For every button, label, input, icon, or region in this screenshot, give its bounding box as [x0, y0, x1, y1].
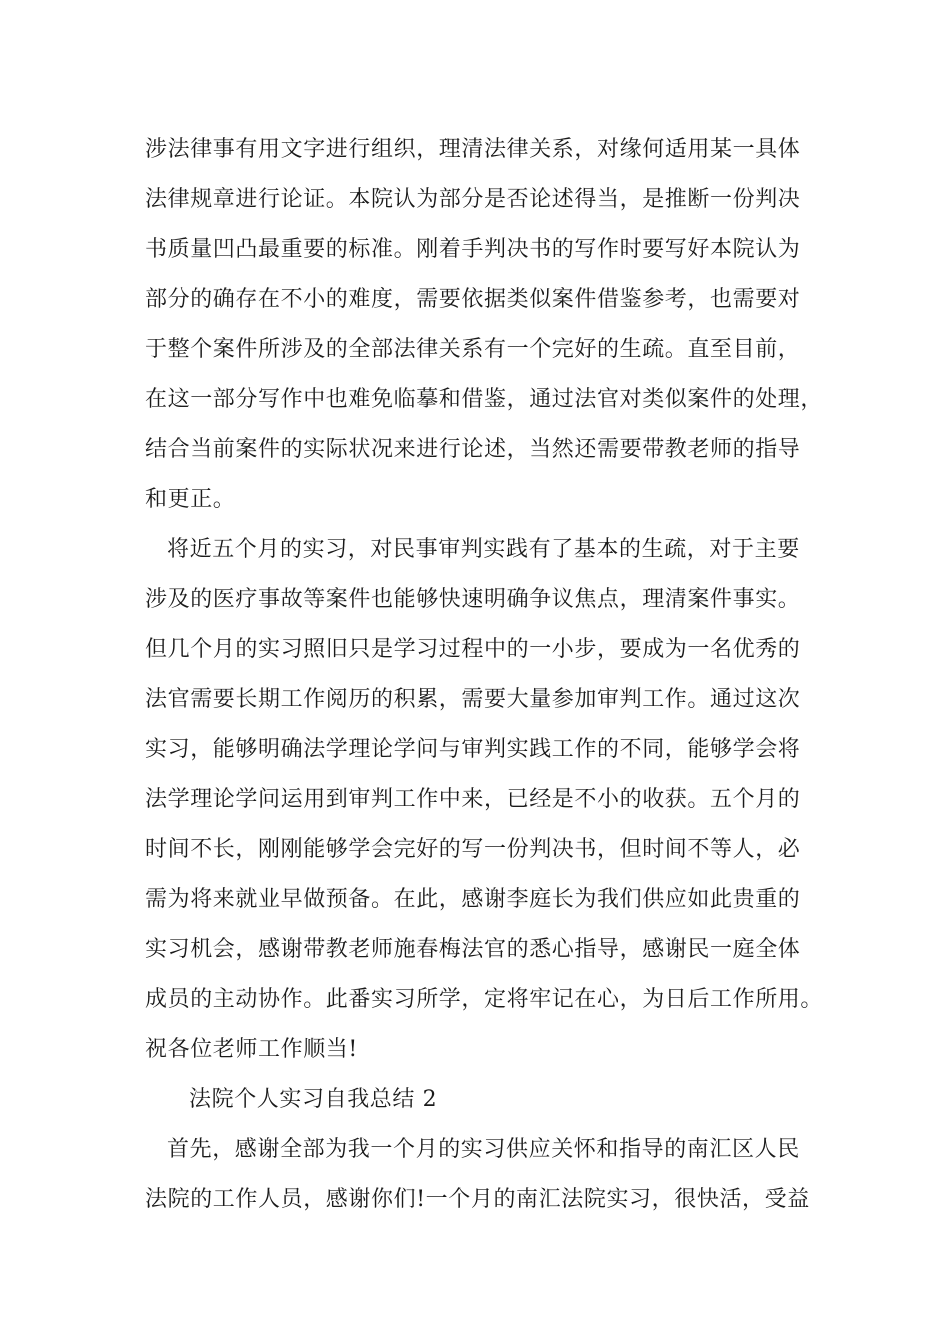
- text-line: 结合当前案件的实际状况来进行论述，当然还需要带教老师的指导: [145, 437, 801, 462]
- text-line: 法官需要长期工作阅历的积累，需要大量参加审判工作。通过这次: [145, 687, 801, 712]
- text-line: 祝各位老师工作顺当!: [145, 1037, 358, 1062]
- text-line: 于整个案件所涉及的全部法律关系有一个完好的生疏。直至目前，: [145, 337, 801, 362]
- heading-text: 法院个人实习自我总结 2: [189, 1087, 438, 1112]
- text-line: 法学理论学问运用到审判工作中来，已经是不小的收获。五个月的: [145, 787, 801, 812]
- text-line: 时间不长，刚刚能够学会完好的写一份判决书，但时间不等人，必: [145, 837, 801, 862]
- text-line: 实习，能够明确法学理论学问与审判实践工作的不同，能够学会将: [145, 737, 801, 762]
- text-line: 需为将来就业早做预备。在此，感谢李庭长为我们供应如此贵重的: [145, 887, 801, 912]
- text-line: 实习机会，感谢带教老师施春梅法官的悉心指导，感谢民一庭全体: [145, 937, 801, 962]
- text-line: 法律规章进行论证。本院认为部分是否论述得当，是推断一份判决: [145, 187, 801, 212]
- text-line: 法院的工作人员，感谢你们!一个月的南汇法院实习，很快活，受益: [145, 1187, 810, 1212]
- text-line: 部分的确存在不小的难度，需要依据类似案件借鉴参考，也需要对: [145, 287, 801, 312]
- text-line: 涉法律事有用文字进行组织，理清法律关系，对缘何适用某一具体: [145, 137, 801, 162]
- text-line: 成员的主动协作。此番实习所学，定将牢记在心，为日后工作所用。: [145, 987, 824, 1012]
- text-line: 和更正。: [145, 487, 236, 512]
- text-line: 首先，感谢全部为我一个月的实习供应关怀和指导的南汇区人民: [167, 1137, 800, 1162]
- text-line: 将近五个月的实习，对民事审判实践有了基本的生疏，对于主要: [167, 537, 800, 562]
- text-line: 但几个月的实习照旧只是学习过程中的一小步，要成为一名优秀的: [145, 637, 801, 662]
- text-line: 涉及的医疗事故等案件也能够快速明确争议焦点，理清案件事实。: [145, 587, 801, 612]
- text-line: 在这一部分写作中也难免临摹和借鉴，通过法官对类似案件的处理，: [145, 387, 824, 412]
- text-line: 书质量凹凸最重要的标准。刚着手判决书的写作时要写好本院认为: [145, 237, 801, 262]
